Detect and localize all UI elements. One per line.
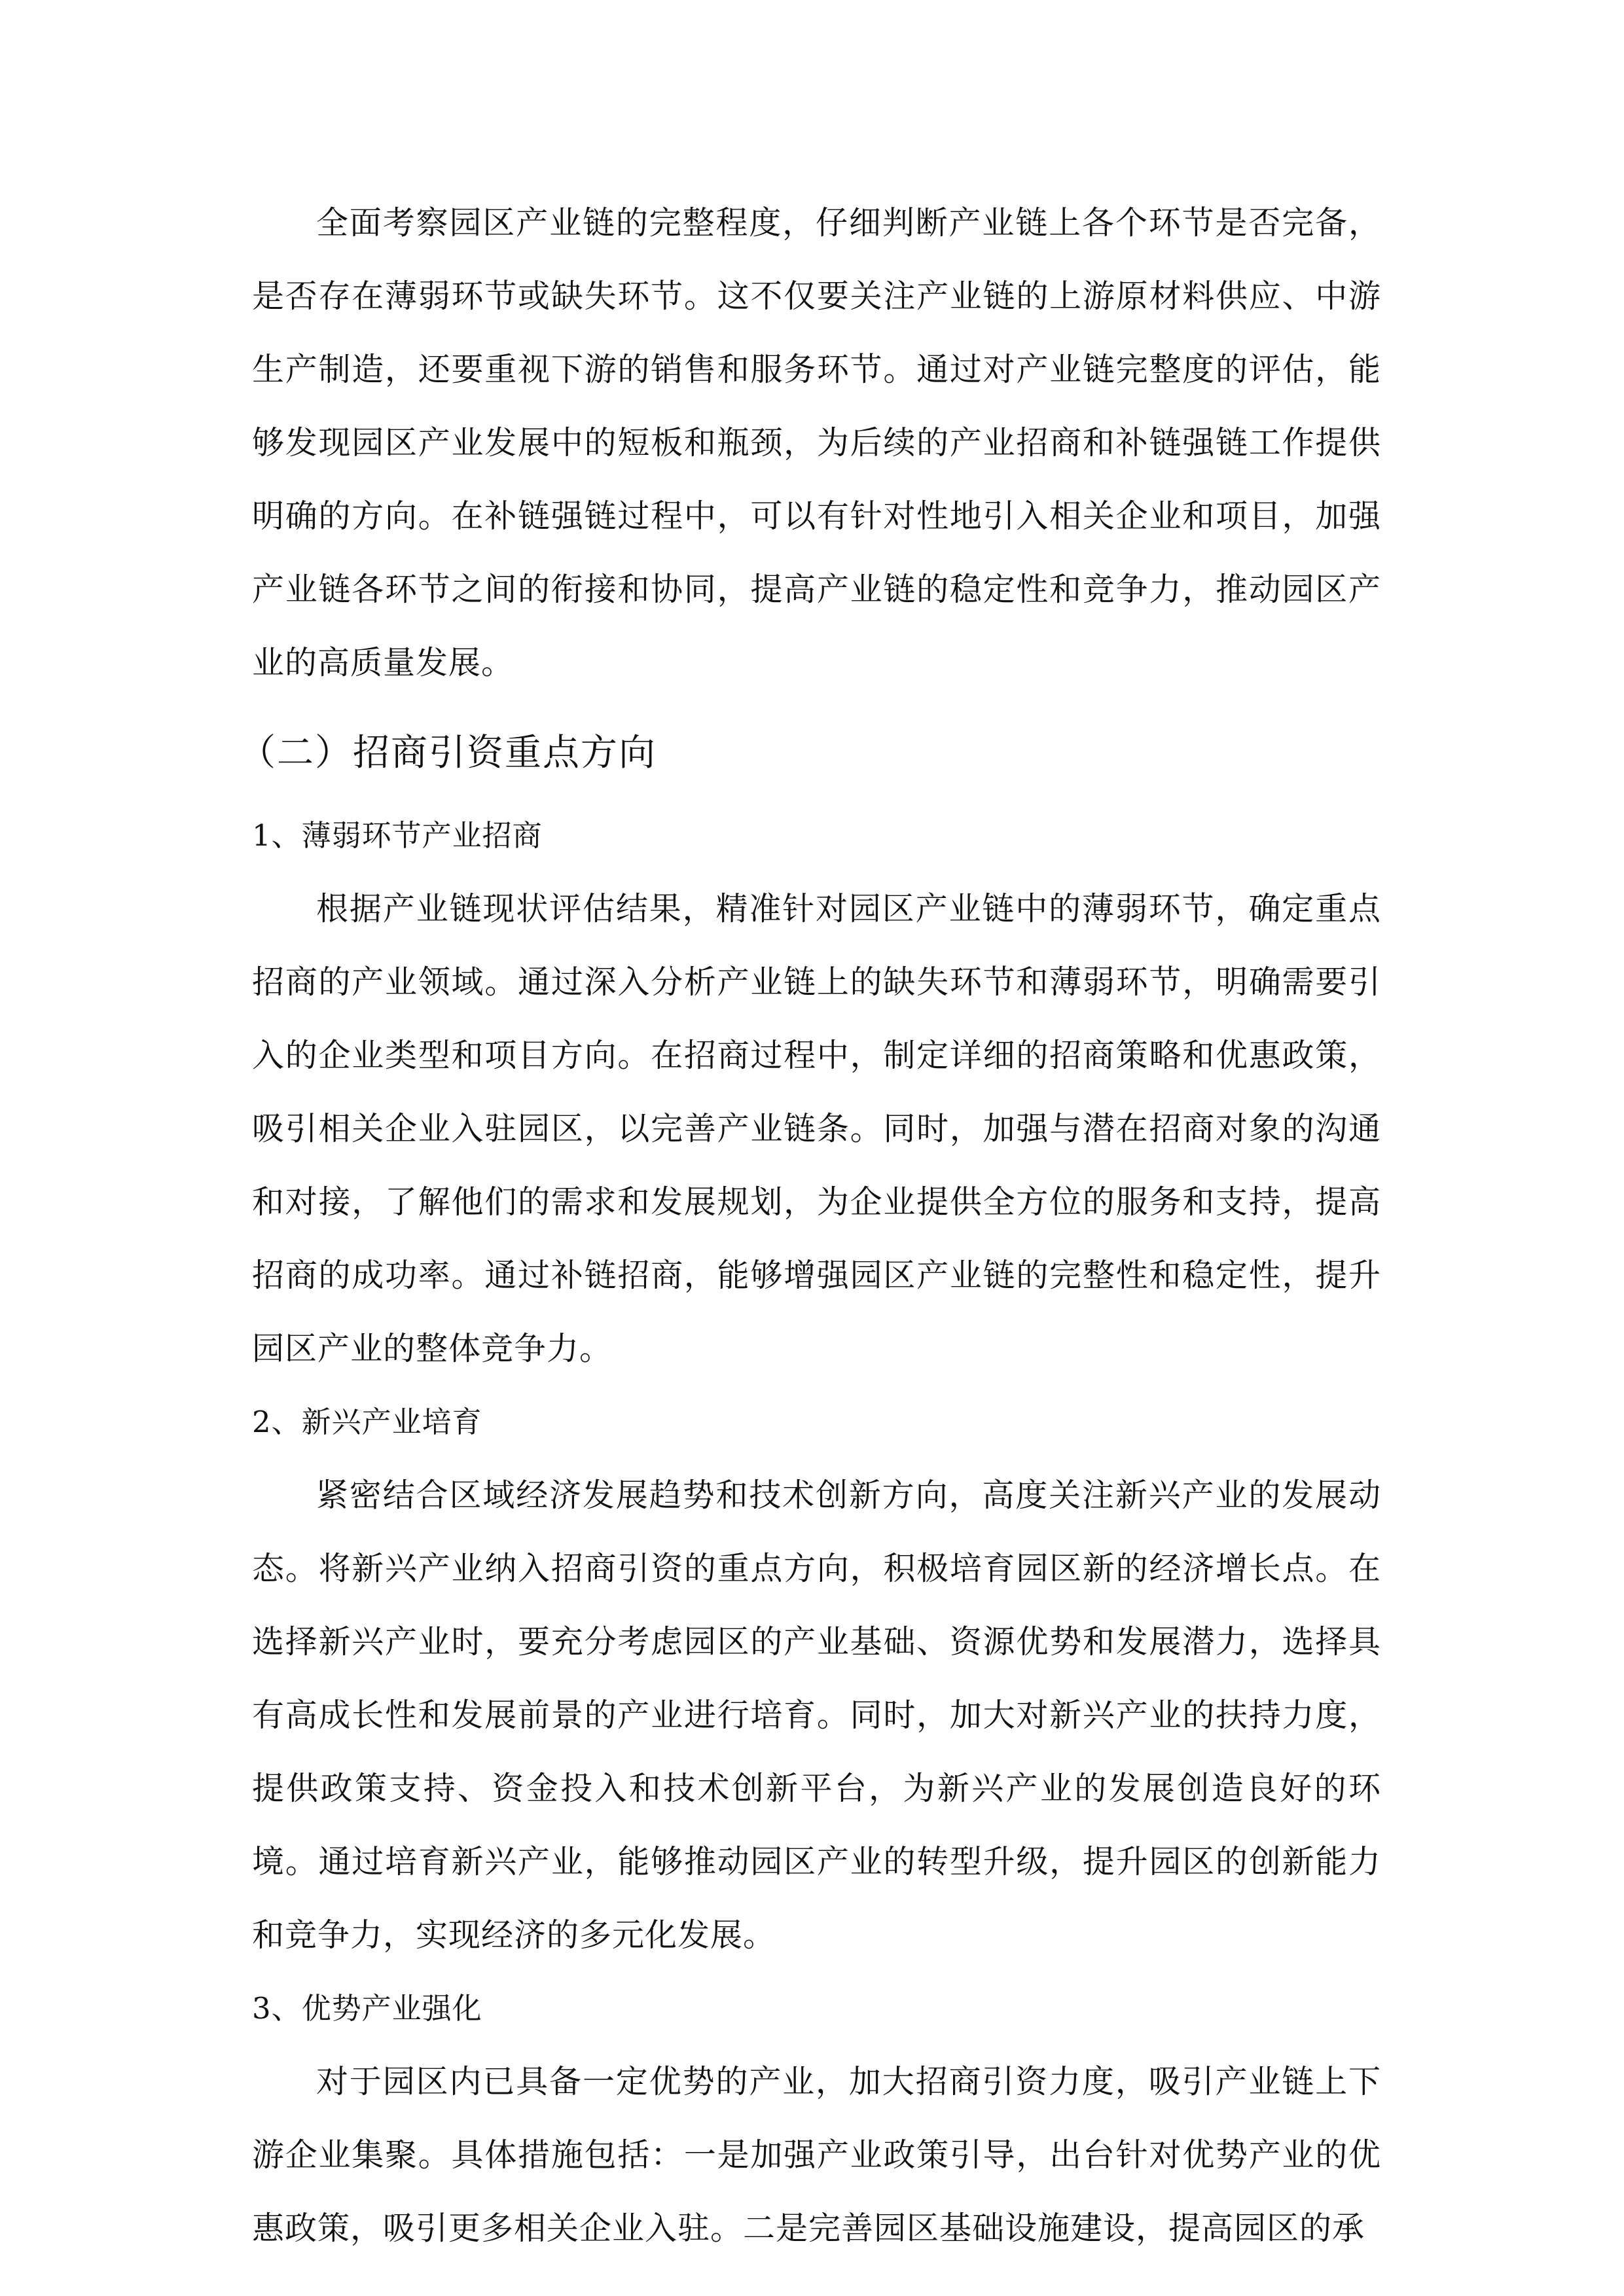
subheading-emerging-industry: 2、新兴产业培育 xyxy=(252,1405,482,1439)
paragraph-emerging-industry: 紧密结合区域经济发展趋势和技术创新方向，高度关注新兴产业的发展动态。将新兴产业纳入招商引资的重点方向，积极培育园区新的经济增长点。在选择新兴产业时，要充分考虑园区的产业基础、资源优势和发展潜力，选择具有高成长性和发展前景的产业进行培育。同时，加大对新兴产业的扶持力度，提供政策支持、资金投入和技术创新平台，为新兴产业的发展创造良好的环境。通过培育新兴产业，能够推动园区产业的转型升级，提升园区的创新能力和竞争力，实现经济的多元化发展。 xyxy=(252,1477,1381,1954)
document-page xyxy=(239,187,1381,2265)
paragraph-advantage-industry: 对于园区内已具备一定优势的产业，加大招商引资力度，吸引产业链上下游企业集聚。具体措施包括：一是加强产业政策引导，出台针对优势产业的优惠政策，吸引更多相关企业入驻。二是完善园区基础设施建设，提高园区的承 xyxy=(252,2063,1381,2247)
subheading-advantage-industry: 3、优势产业强化 xyxy=(252,1991,482,2026)
subheading-weak-link-investment: 1、薄弱环节产业招商 xyxy=(252,818,543,853)
paragraph-weak-link-investment: 根据产业链现状评估结果，精准针对园区产业链中的薄弱环节，确定重点招商的产业领域。通过深入分析产业链上的缺失环节和薄弱环节，明确需要引入的企业类型和项目方向。在招商过程中，制定详细的招商策略和优惠政策，吸引相关企业入驻园区，以完善产业链条。同时，加强与潜在招商对象的沟通和对接，了解他们的需求和发展规划，为企业提供全方位的服务和支持，提高招商的成功率。通过补链招商，能够增强园区产业链的完整性和稳定性，提升园区产业的整体竞争力。 xyxy=(252,890,1381,1367)
section-heading-investment-focus: （二）招商引资重点方向 xyxy=(239,732,657,774)
intro-paragraph: 全面考察园区产业链的完整程度，仔细判断产业链上各个环节是否完备，是否存在薄弱环节或缺失环节。这不仅要关注产业链的上游原材料供应、中游生产制造，还要重视下游的销售和服务环节。通过对产业链完整度的评估，能够发现园区产业发展中的短板和瓶颈，为后续的产业招商和补链强链工作提供明确的方向。在补链强链过程中，可以有针对性地引入相关企业和项目，加强产业链各环节之间的衔接和协同，提高产业链的稳定性和竞争力，推动园区产业的高质量发展。 xyxy=(252,204,1381,681)
